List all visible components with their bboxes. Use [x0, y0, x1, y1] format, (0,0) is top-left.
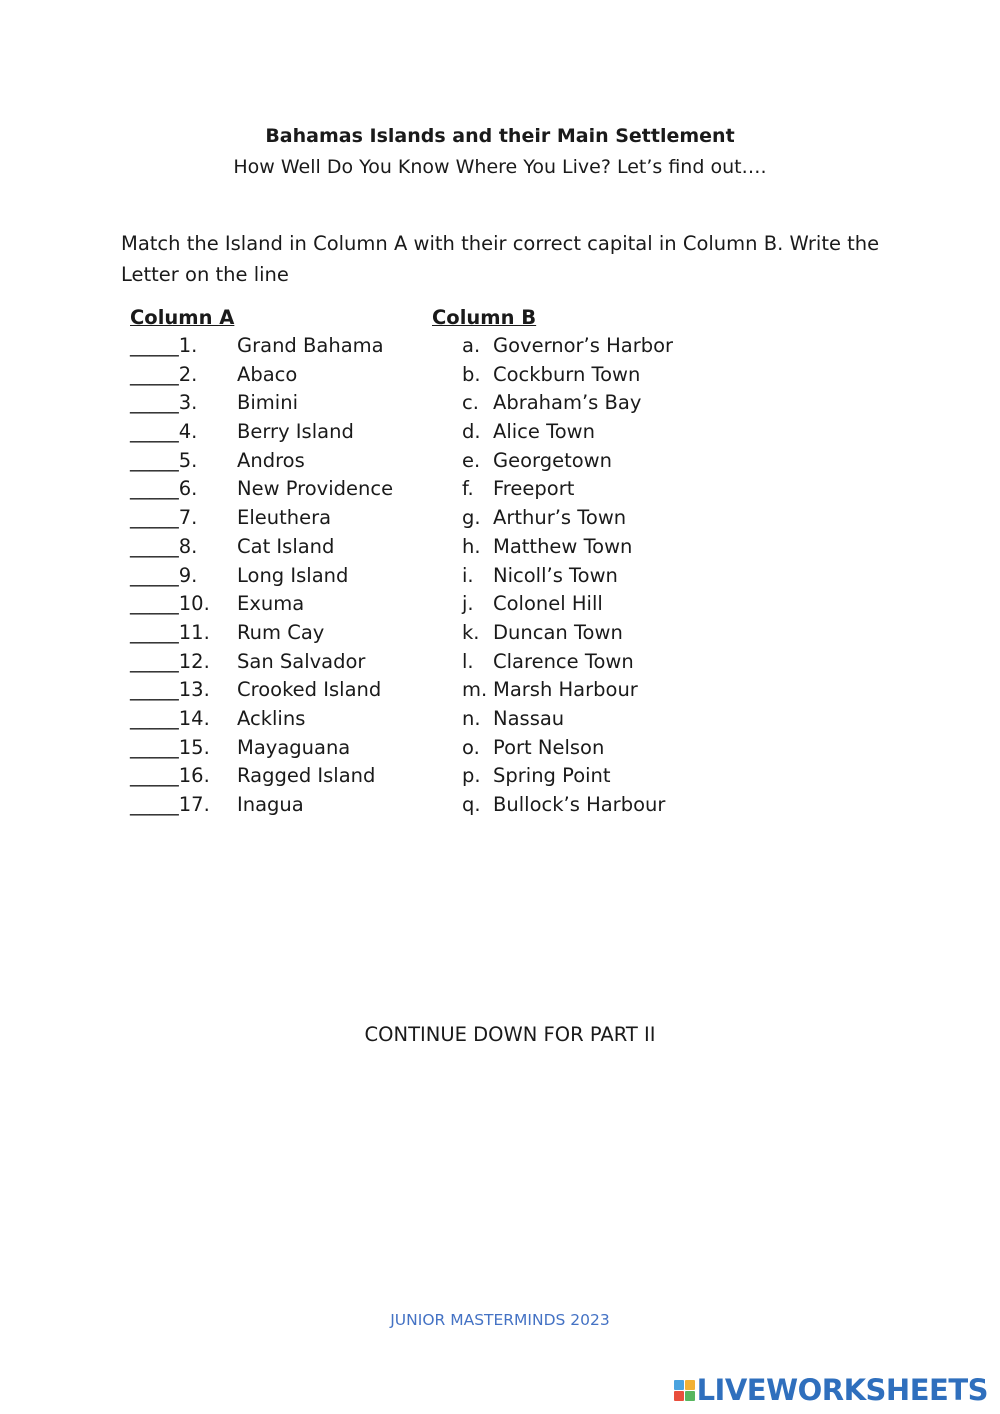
column-a-item: [130, 418, 430, 447]
page-title: Bahamas Islands and their Main Settlement: [265, 125, 735, 147]
column-a-item: [130, 332, 430, 361]
option-letter: m.: [462, 678, 488, 702]
island-name: Cat Island: [237, 534, 335, 558]
settlement-name: Alice Town: [493, 420, 595, 444]
column-b-list: [462, 332, 782, 820]
settlement-name: Nassau: [493, 706, 565, 730]
island-name: Ragged Island: [237, 764, 376, 788]
column-b-item: [462, 791, 782, 820]
answer-blank[interactable]: _____13.: [130, 678, 210, 702]
answer-blank[interactable]: _____9.: [130, 563, 198, 587]
answer-blank[interactable]: _____17.: [130, 793, 210, 816]
column-a-item: [130, 447, 430, 476]
column-a-item: [130, 619, 430, 648]
footer-text: JUNIOR MASTERMINDS 2023: [390, 1311, 610, 1329]
liveworksheets-brand[interactable]: [674, 1372, 988, 1408]
island-name: Inagua: [237, 793, 304, 816]
settlement-name: Duncan Town: [493, 620, 623, 644]
column-b-item: [462, 619, 782, 648]
settlement-name: Georgetown: [493, 448, 612, 472]
answer-blank[interactable]: _____15.: [130, 735, 210, 759]
island-name: Crooked Island: [237, 678, 382, 702]
settlement-name: Port Nelson: [493, 735, 605, 759]
column-b-item: [462, 705, 782, 734]
answer-blank[interactable]: _____5.: [130, 448, 198, 472]
answer-blank[interactable]: _____4.: [130, 420, 198, 444]
option-letter: c.: [462, 391, 479, 415]
logo-square: [685, 1391, 695, 1401]
option-letter: d.: [462, 420, 481, 444]
option-letter: i.: [462, 563, 474, 587]
answer-blank[interactable]: _____6.: [130, 477, 198, 501]
island-name: Eleuthera: [237, 506, 332, 530]
logo-square: [674, 1380, 684, 1390]
settlement-name: Freeport: [493, 477, 575, 501]
column-a-item: [130, 734, 430, 763]
option-letter: l.: [462, 649, 474, 673]
column-b-item: [462, 361, 782, 390]
column-b-item: [462, 447, 782, 476]
settlement-name: Arthur’s Town: [493, 506, 627, 530]
option-letter: n.: [462, 706, 481, 730]
island-name: Abaco: [237, 362, 298, 386]
column-b-item: [462, 762, 782, 791]
option-letter: o.: [462, 735, 480, 759]
answer-blank[interactable]: _____10.: [130, 592, 210, 616]
column-a-item: [130, 676, 430, 705]
logo-square: [674, 1391, 684, 1401]
column-b-item: [462, 504, 782, 533]
logo-square: [685, 1380, 695, 1390]
column-a-item: [130, 590, 430, 619]
page-subtitle: How Well Do You Know Where You Live? Let’s find out….: [233, 156, 767, 178]
column-a-header: Column A: [130, 306, 235, 329]
answer-blank[interactable]: _____8.: [130, 534, 198, 558]
answer-blank[interactable]: _____12.: [130, 649, 210, 673]
option-letter: b.: [462, 362, 481, 386]
column-a-item: [130, 791, 430, 820]
settlement-name: Matthew Town: [493, 534, 633, 558]
answer-blank[interactable]: _____14.: [130, 706, 210, 730]
liveworksheets-logo-icon: [674, 1380, 695, 1401]
island-name: Exuma: [237, 592, 305, 616]
island-name: Berry Island: [237, 420, 354, 444]
option-letter: e.: [462, 448, 481, 472]
column-a-list: [130, 332, 430, 820]
island-name: Grand Bahama: [237, 334, 384, 357]
column-b-item: [462, 734, 782, 763]
column-b-item: [462, 418, 782, 447]
column-a-item: [130, 389, 430, 418]
column-a-item: [130, 705, 430, 734]
column-b-item: [462, 533, 782, 562]
settlement-name: Cockburn Town: [493, 362, 641, 386]
column-a-item: [130, 533, 430, 562]
brand-logo-text: LIVEWORKSHEETS: [696, 1373, 988, 1407]
column-a-item: [130, 475, 430, 504]
answer-blank[interactable]: _____2.: [130, 362, 198, 386]
answer-blank[interactable]: _____16.: [130, 764, 210, 788]
option-letter: a.: [462, 334, 481, 357]
settlement-name: Bullock’s Harbour: [493, 793, 666, 816]
option-letter: h.: [462, 534, 481, 558]
settlement-name: Abraham’s Bay: [493, 391, 642, 415]
instructions: Match the Island in Column A with their correct capital in Column B. Write the Letter on the line: [121, 232, 880, 286]
island-name: Rum Cay: [237, 620, 325, 644]
column-b-item: [462, 648, 782, 677]
column-b-header: Column B: [432, 306, 537, 329]
column-b-item: [462, 676, 782, 705]
answer-blank[interactable]: _____7.: [130, 506, 198, 530]
option-letter: g.: [462, 506, 481, 530]
column-b-item: [462, 332, 782, 361]
settlement-name: Governor’s Harbor: [493, 334, 674, 357]
answer-blank[interactable]: _____3.: [130, 391, 198, 415]
island-name: Bimini: [237, 391, 298, 415]
option-letter: j.: [462, 592, 474, 616]
island-name: Mayaguana: [237, 735, 351, 759]
settlement-name: Nicoll’s Town: [493, 563, 618, 587]
island-name: Acklins: [237, 706, 306, 730]
answer-blank[interactable]: _____11.: [130, 620, 210, 644]
column-a-item: [130, 562, 430, 591]
option-letter: p.: [462, 764, 481, 788]
settlement-name: Clarence Town: [493, 649, 634, 673]
column-a-item: [130, 504, 430, 533]
column-a-item: [130, 648, 430, 677]
answer-blank[interactable]: _____1.: [130, 334, 198, 357]
settlement-name: Marsh Harbour: [493, 678, 638, 702]
column-b-item: [462, 475, 782, 504]
continue-note: CONTINUE DOWN FOR PART II: [364, 1023, 656, 1046]
settlement-name: Colonel Hill: [493, 592, 603, 616]
island-name: San Salvador: [237, 649, 366, 673]
column-b-item: [462, 562, 782, 591]
column-b-item: [462, 389, 782, 418]
column-b-item: [462, 590, 782, 619]
column-a-item: [130, 361, 430, 390]
island-name: Long Island: [237, 563, 349, 587]
island-name: Andros: [237, 448, 305, 472]
column-a-item: [130, 762, 430, 791]
settlement-name: Spring Point: [493, 764, 611, 788]
option-letter: k.: [462, 620, 480, 644]
option-letter: q.: [462, 793, 481, 816]
option-letter: f.: [462, 477, 474, 501]
island-name: New Providence: [237, 477, 394, 501]
